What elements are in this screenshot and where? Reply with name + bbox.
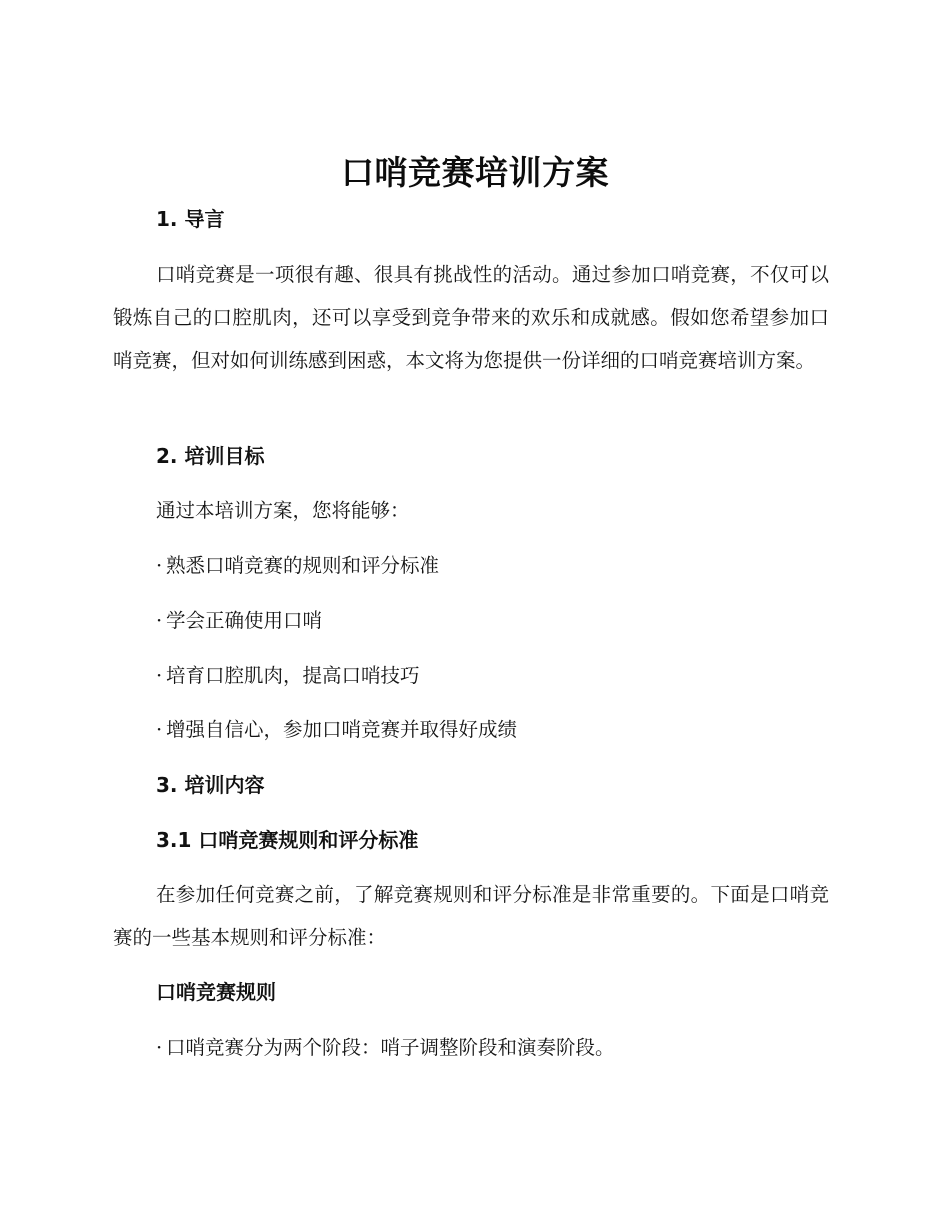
- goal-item-text: 增强自信心，参加口哨竞赛并取得好成绩: [166, 718, 518, 741]
- rule-list-item: [156, 1033, 615, 1063]
- goal-item-text: 熟悉口哨竞赛的规则和评分标准: [166, 554, 440, 577]
- intro-paragraph: 口哨竞赛是一项很有趣、很具有挑战性的活动。通过参加口哨竞赛，不仅可以锻炼自己的口腔肌肉，还可以享受到竞争带来的欢乐和成就感。假如您希望参加口哨竞赛，但对如何训练感到困惑，本文将为您提供一份详细的口哨竞赛培训方案。: [113, 263, 829, 372]
- section-heading-goals: 2. 培训目标: [156, 444, 265, 468]
- goal-list-item: [156, 606, 322, 636]
- goals-lead-text: 通过本培训方案，您将能够：: [156, 499, 410, 522]
- subsection-heading-rules-scoring: 3.1 口哨竞赛规则和评分标准: [156, 828, 419, 852]
- bullet-marker: ·: [156, 1036, 163, 1059]
- bullet-marker: ·: [156, 609, 163, 632]
- goal-list-item: [156, 551, 439, 581]
- section-heading-content: 3. 培训内容: [156, 773, 265, 797]
- section-heading-intro: 1. 导言: [156, 207, 225, 231]
- bullet-marker: ·: [156, 718, 163, 741]
- goal-item-text: 学会正确使用口哨: [166, 609, 323, 632]
- goal-list-item: [156, 715, 517, 745]
- bullet-marker: ·: [156, 664, 163, 687]
- goal-list-item: [156, 661, 420, 691]
- rules-heading: 口哨竞赛规则: [156, 980, 276, 1004]
- rules-intro-paragraph: 在参加任何竞赛之前，了解竞赛规则和评分标准是非常重要的。下面是口哨竞赛的一些基本规则和评分标准：: [113, 883, 829, 949]
- rule-item-text: 口哨竞赛分为两个阶段：哨子调整阶段和演奏阶段。: [166, 1036, 615, 1059]
- goal-item-text: 培育口腔肌肉，提高口哨技巧: [166, 664, 420, 687]
- document-title: 口哨竞赛培训方案: [341, 153, 609, 192]
- bullet-marker: ·: [156, 554, 163, 577]
